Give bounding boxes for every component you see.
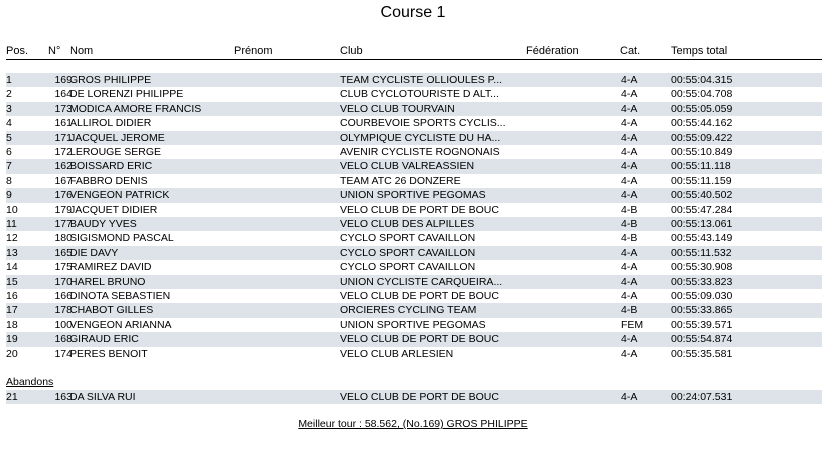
cell-no: 161 bbox=[54, 117, 72, 130]
cell-no: 163 bbox=[54, 391, 72, 403]
cell-no: 180 bbox=[54, 232, 72, 245]
cell-club: VELO CLUB ARLESIEN bbox=[340, 347, 454, 360]
cell-nom: JACQUET DIDIER bbox=[70, 203, 158, 216]
cell-cat: 4-B bbox=[621, 232, 638, 245]
cell-temps: 00:55:04.315 bbox=[671, 74, 733, 86]
cell-pos: 21 bbox=[6, 391, 18, 403]
cell-temps: 00:55:33.865 bbox=[671, 304, 733, 317]
cell-pos: 12 bbox=[6, 232, 18, 245]
cell-nom: DE LORENZI PHILIPPE bbox=[70, 88, 184, 101]
cell-club: VELO CLUB DES ALPILLES bbox=[340, 218, 475, 230]
cell-cat: 4-A bbox=[621, 74, 638, 86]
cell-pos: 17 bbox=[6, 304, 18, 317]
cell-pos: 5 bbox=[6, 131, 12, 144]
cell-temps: 00:24:07.531 bbox=[671, 391, 733, 403]
cell-cat: 4-A bbox=[621, 160, 638, 173]
header-divider bbox=[6, 59, 822, 60]
cell-pos: 11 bbox=[6, 218, 17, 230]
cell-club: TEAM ATC 26 DONZERE bbox=[340, 174, 461, 187]
cell-no: 170 bbox=[54, 275, 72, 288]
cell-cat: 4-A bbox=[621, 347, 638, 360]
cell-nom: SIGISMOND PASCAL bbox=[70, 232, 174, 245]
cell-temps: 00:55:11.159 bbox=[671, 174, 732, 187]
header-nom: Nom bbox=[70, 45, 94, 57]
table-row bbox=[6, 116, 822, 130]
table-row bbox=[6, 246, 822, 260]
abandons-label: Abandons bbox=[6, 376, 54, 388]
table-row bbox=[6, 174, 822, 188]
cell-club: VELO CLUB DE PORT DE BOUC bbox=[340, 333, 499, 346]
cell-nom: RAMIREZ DAVID bbox=[70, 261, 152, 274]
cell-cat: 4-A bbox=[621, 246, 638, 259]
cell-pos: 18 bbox=[6, 318, 18, 331]
table-row bbox=[6, 275, 822, 289]
cell-no: 169 bbox=[54, 74, 72, 86]
cell-club: AVENIR CYCLISTE ROGNONAIS bbox=[340, 146, 500, 158]
cell-nom: ALLIROL DIDIER bbox=[70, 117, 152, 130]
cell-pos: 8 bbox=[6, 174, 12, 187]
cell-pos: 15 bbox=[6, 275, 18, 288]
table-row bbox=[6, 159, 822, 173]
cell-cat: 4-B bbox=[621, 304, 638, 317]
cell-nom: CHABOT GILLES bbox=[70, 304, 154, 317]
cell-temps: 00:55:04.708 bbox=[671, 88, 733, 101]
table-row bbox=[6, 289, 822, 303]
cell-no: 176 bbox=[54, 189, 72, 202]
header-club: Club bbox=[340, 45, 363, 57]
header-pos: Pos. bbox=[6, 45, 29, 57]
cell-pos: 13 bbox=[6, 246, 18, 259]
table-row bbox=[6, 260, 822, 274]
table-row bbox=[6, 231, 822, 245]
cell-no: 174 bbox=[54, 347, 72, 360]
cell-no: 178 bbox=[54, 304, 72, 317]
cell-nom: DA SILVA RUI bbox=[70, 391, 136, 403]
cell-nom: JACQUEL JEROME bbox=[70, 131, 165, 144]
cell-temps: 00:55:10.849 bbox=[671, 146, 733, 158]
page-title: Course 1 bbox=[380, 4, 446, 21]
cell-pos: 2 bbox=[6, 88, 12, 101]
cell-club: COURBEVOIE SPORTS CYCLIS... bbox=[340, 117, 506, 130]
cell-temps: 00:55:40.502 bbox=[671, 189, 733, 202]
cell-nom: MODICA AMORE FRANCIS bbox=[70, 102, 202, 115]
cell-no: 172 bbox=[54, 146, 72, 158]
cell-nom: GROS PHILIPPE bbox=[70, 74, 152, 86]
cell-no: 164 bbox=[54, 88, 72, 101]
cell-club: TEAM CYCLISTE OLLIOULES P... bbox=[340, 74, 503, 86]
cell-cat: 4-A bbox=[621, 131, 638, 144]
cell-temps: 00:55:11.532 bbox=[671, 246, 732, 259]
cell-cat: FEM bbox=[621, 318, 644, 331]
cell-club: VELO CLUB DE PORT DE BOUC bbox=[340, 290, 499, 302]
table-row bbox=[6, 131, 822, 145]
cell-nom: VENGEON PATRICK bbox=[70, 189, 170, 202]
cell-cat: 4-A bbox=[621, 146, 638, 158]
cell-pos: 16 bbox=[6, 290, 18, 302]
cell-pos: 14 bbox=[6, 261, 18, 274]
cell-nom: VENGEON ARIANNA bbox=[70, 318, 172, 331]
cell-club: CYCLO SPORT CAVAILLON bbox=[340, 232, 476, 245]
cell-cat: 4-A bbox=[621, 333, 638, 346]
header-temps: Temps total bbox=[671, 45, 728, 57]
cell-no: 167 bbox=[54, 174, 72, 187]
cell-club: VELO CLUB TOURVAIN bbox=[340, 102, 455, 115]
cell-club: VELO CLUB DE PORT DE BOUC bbox=[340, 391, 499, 403]
cell-temps: 00:55:43.149 bbox=[671, 232, 733, 245]
cell-cat: 4-A bbox=[621, 189, 638, 202]
cell-cat: 4-A bbox=[621, 391, 638, 403]
table-row bbox=[6, 217, 822, 231]
cell-no: 173 bbox=[54, 102, 72, 115]
cell-no: 162 bbox=[54, 160, 72, 173]
header-prenom: Prénom bbox=[234, 45, 273, 57]
cell-club: UNION SPORTIVE PEGOMAS bbox=[340, 318, 486, 331]
cell-nom: BOISSARD ERIC bbox=[70, 160, 153, 173]
header-cat: Cat. bbox=[620, 45, 641, 57]
cell-pos: 19 bbox=[6, 333, 18, 346]
cell-no: 100 bbox=[54, 318, 72, 331]
cell-temps: 00:55:54.874 bbox=[671, 333, 733, 346]
cell-cat: 4-A bbox=[621, 117, 638, 130]
table-row bbox=[6, 102, 822, 116]
cell-club: CLUB CYCLOTOURISTE D ALT... bbox=[340, 88, 499, 101]
header-no: N° bbox=[48, 45, 61, 57]
cell-no: 179 bbox=[54, 203, 72, 216]
cell-pos: 1 bbox=[6, 74, 12, 86]
cell-pos: 9 bbox=[6, 189, 12, 202]
cell-pos: 4 bbox=[6, 117, 12, 130]
cell-nom: BAUDY YVES bbox=[70, 218, 137, 230]
cell-pos: 10 bbox=[6, 203, 18, 216]
cell-temps: 00:55:35.581 bbox=[671, 347, 733, 360]
cell-club: CYCLO SPORT CAVAILLON bbox=[340, 261, 476, 274]
cell-no: 165 bbox=[54, 246, 72, 259]
cell-temps: 00:55:39.571 bbox=[671, 318, 733, 331]
table-row bbox=[6, 73, 822, 87]
cell-temps: 00:55:33.823 bbox=[671, 275, 733, 288]
cell-no: 168 bbox=[54, 333, 72, 346]
cell-cat: 4-A bbox=[621, 261, 638, 274]
table-header bbox=[6, 44, 822, 58]
cell-pos: 3 bbox=[6, 102, 12, 115]
cell-nom: GIRAUD ERIC bbox=[70, 333, 139, 346]
cell-club: ORCIERES CYCLING TEAM bbox=[340, 304, 477, 317]
cell-temps: 00:55:09.030 bbox=[671, 290, 733, 302]
cell-cat: 4-A bbox=[621, 174, 638, 187]
cell-cat: 4-A bbox=[621, 88, 638, 101]
table-row bbox=[6, 347, 822, 361]
table-row bbox=[6, 332, 822, 346]
cell-nom: LEROUGE SERGE bbox=[70, 146, 162, 158]
cell-temps: 00:55:47.284 bbox=[671, 203, 733, 216]
cell-temps: 00:55:30.908 bbox=[671, 261, 733, 274]
cell-club: UNION CYCLISTE CARQUEIRA... bbox=[340, 275, 503, 288]
cell-no: 175 bbox=[54, 261, 72, 274]
cell-club: UNION SPORTIVE PEGOMAS bbox=[340, 189, 486, 202]
cell-no: 177 bbox=[54, 218, 72, 230]
table-row bbox=[6, 203, 822, 217]
table-row bbox=[6, 390, 822, 404]
table-row bbox=[6, 303, 822, 317]
cell-nom: FABBRO DENIS bbox=[70, 174, 148, 187]
cell-cat: 4-A bbox=[621, 290, 638, 302]
cell-temps: 00:55:11.118 bbox=[671, 160, 731, 173]
cell-nom: PERES BENOIT bbox=[70, 347, 148, 360]
cell-temps: 00:55:44.162 bbox=[671, 117, 733, 130]
table-row bbox=[6, 318, 822, 332]
cell-pos: 20 bbox=[6, 347, 18, 360]
cell-no: 171 bbox=[54, 131, 72, 144]
cell-pos: 7 bbox=[6, 160, 12, 173]
cell-cat: 4-A bbox=[621, 102, 638, 115]
cell-cat: 4-B bbox=[621, 218, 638, 230]
cell-nom: DIE DAVY bbox=[70, 246, 119, 259]
cell-nom: DINOTA SEBASTIEN bbox=[70, 290, 171, 302]
cell-cat: 4-A bbox=[621, 275, 638, 288]
table-row bbox=[6, 145, 822, 159]
table-row bbox=[6, 87, 822, 101]
cell-club: VELO CLUB VALREASSIEN bbox=[340, 160, 475, 173]
cell-club: VELO CLUB DE PORT DE BOUC bbox=[340, 203, 499, 216]
cell-club: OLYMPIQUE CYCLISTE DU HA... bbox=[340, 131, 501, 144]
table-row bbox=[6, 188, 822, 202]
cell-temps: 00:55:13.061 bbox=[671, 218, 733, 230]
cell-club: CYCLO SPORT CAVAILLON bbox=[340, 246, 476, 259]
cell-nom: HAREL BRUNO bbox=[70, 275, 146, 288]
cell-cat: 4-B bbox=[621, 203, 638, 216]
cell-temps: 00:55:09.422 bbox=[671, 131, 733, 144]
cell-no: 166 bbox=[54, 290, 72, 302]
best-lap-footer: Meilleur tour : 58.562, (No.169) GROS PHILIPPE bbox=[298, 418, 528, 430]
header-federation: Fédération bbox=[526, 45, 579, 57]
cell-pos: 6 bbox=[6, 146, 12, 158]
cell-temps: 00:55:05.059 bbox=[671, 102, 733, 115]
